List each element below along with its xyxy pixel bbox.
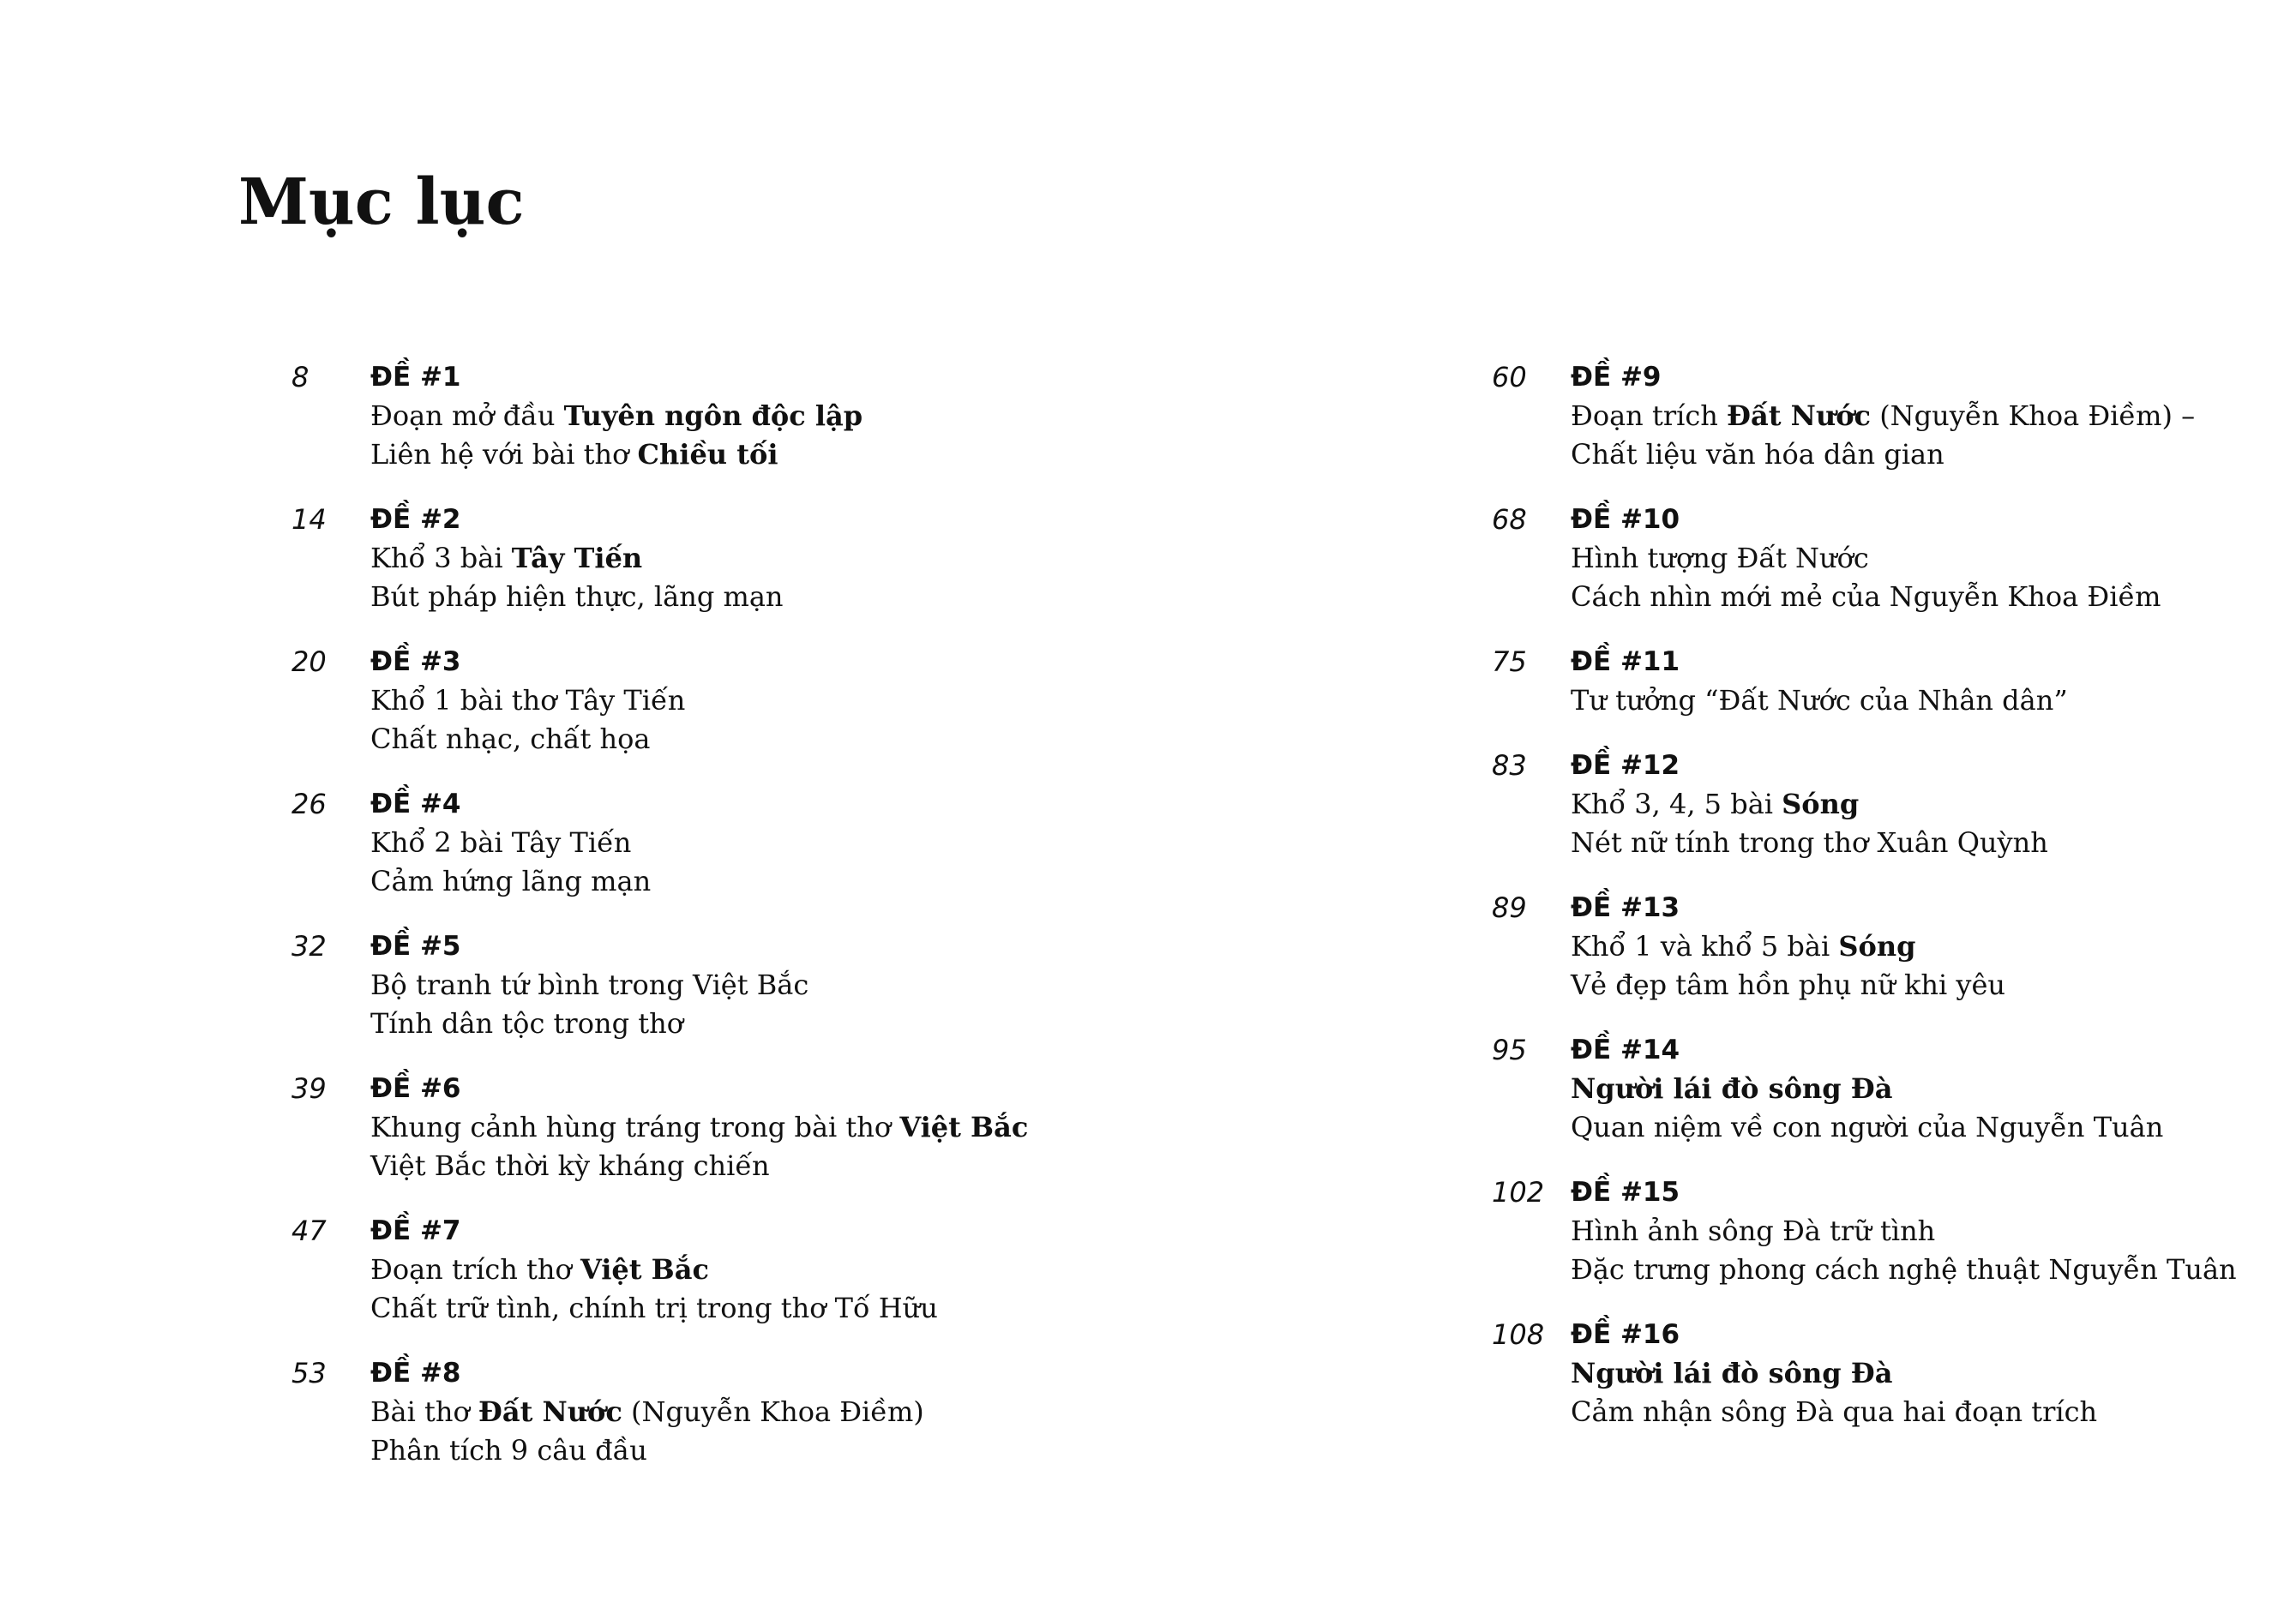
entry-text: Vẻ đẹp tâm hồn phụ nữ khi yêu — [1571, 969, 2006, 1001]
entry-line — [1571, 539, 2161, 578]
entry-text: Việt Bắc thời kỳ kháng chiến — [370, 1149, 770, 1182]
entry-text: Bài thơ — [370, 1395, 478, 1428]
entry-label: ĐỀ #2 — [370, 504, 461, 535]
entry-text: Quan niệm về con người của Nguyễn Tuân — [1571, 1111, 2164, 1143]
entry-text-bold: Người lái đò sông Đà — [1571, 1072, 1893, 1105]
entry-text: Cảm nhận sông Đà qua hai đoạn trích — [1571, 1395, 2098, 1428]
entry-text: Tư tưởng “Đất Nước của Nhân dân” — [1571, 684, 2068, 717]
entry-text: Bút pháp hiện thực, lãng mạn — [370, 580, 784, 613]
toc-entry — [292, 1212, 1320, 1354]
entry-line — [370, 1431, 924, 1470]
entry-body — [1571, 643, 2068, 747]
toc-entry — [292, 927, 1320, 1070]
entry-line — [370, 578, 784, 616]
entry-body — [1571, 358, 2195, 501]
toc-entry — [1492, 501, 2296, 643]
toc-column-right — [1492, 358, 2296, 1458]
entry-text: Hình ảnh sông Đà trữ tình — [1571, 1215, 1936, 1247]
entry-label: ĐỀ #10 — [1571, 504, 1680, 535]
page-number: 60 — [1492, 361, 1527, 393]
entry-line — [1571, 1108, 2163, 1147]
entry-label: ĐỀ #5 — [370, 931, 461, 962]
entry-text: Chất trữ tình, chính trị trong thơ Tố Hữu — [370, 1292, 938, 1324]
entry-text: Đặc trưng phong cách nghệ thuật Nguyễn Tuân — [1571, 1253, 2237, 1286]
entry-text: Đoạn mở đầu — [370, 399, 564, 432]
entry-text: Bộ tranh tứ bình trong Việt Bắc — [370, 969, 809, 1001]
entry-label: ĐỀ #14 — [1571, 1035, 1680, 1065]
entry-text: Khung cảnh hùng tráng trong bài thơ — [370, 1111, 900, 1143]
toc-entry — [1492, 358, 2296, 501]
entry-line — [370, 681, 685, 720]
page-number: 47 — [292, 1215, 327, 1247]
entry-line — [1571, 824, 2048, 862]
entry-body — [370, 1070, 1028, 1212]
entry-text: Cảm hứng lãng mạn — [370, 865, 652, 897]
entry-text: Khổ 3 bài — [370, 542, 512, 574]
entry-body — [1571, 501, 2161, 643]
entry-text-bold: Tây Tiến — [511, 542, 643, 574]
entry-text: Nét nữ tính trong thơ Xuân Quỳnh — [1571, 826, 2048, 859]
entry-label: ĐỀ #3 — [370, 646, 461, 677]
entry-line — [1571, 397, 2195, 435]
entry-text: Cách nhìn mới mẻ của Nguyễn Khoa Điềm — [1571, 580, 2161, 613]
entry-line — [370, 1393, 924, 1431]
toc-entry — [1492, 889, 2296, 1031]
entry-text-bold: Việt Bắc — [899, 1111, 1029, 1143]
entry-label: ĐỀ #12 — [1571, 750, 1680, 781]
entry-body — [370, 358, 863, 501]
page-number: 8 — [292, 361, 310, 393]
entry-text: Khổ 1 bài thơ Tây Tiến — [370, 684, 686, 717]
entry-body — [370, 643, 685, 785]
entry-line — [370, 1289, 938, 1328]
entry-line — [1571, 435, 2195, 474]
page-number: 95 — [1492, 1034, 1527, 1066]
entry-body — [1571, 747, 2048, 889]
entry-label: ĐỀ #13 — [1571, 892, 1680, 923]
entry-line — [1571, 681, 2068, 720]
entry-line — [370, 966, 808, 1005]
entry-label: ĐỀ #4 — [370, 789, 461, 819]
entry-text: Liên hệ với bài thơ — [370, 438, 638, 471]
entry-text: Đoạn trích thơ — [370, 1253, 580, 1286]
entry-label: ĐỀ #11 — [1571, 646, 1680, 677]
entry-text: (Nguyễn Khoa Điềm) — [622, 1395, 924, 1428]
page-number: 68 — [1492, 503, 1527, 536]
entry-line — [370, 862, 651, 901]
entry-line — [1571, 1070, 2163, 1108]
entry-text: Phân tích 9 câu đầu — [370, 1434, 647, 1467]
entry-line — [1571, 1354, 2097, 1393]
entry-line — [1571, 1251, 2237, 1289]
entry-label: ĐỀ #16 — [1571, 1319, 1680, 1350]
page-number: 26 — [292, 788, 327, 820]
toc-entry — [1492, 1316, 2296, 1458]
entry-text: Khổ 2 bài Tây Tiến — [370, 826, 632, 859]
entry-text: Chất nhạc, chất họa — [370, 723, 651, 755]
entry-text: Tính dân tộc trong thơ — [370, 1007, 683, 1040]
entry-line — [1571, 785, 2048, 824]
toc-entry — [292, 643, 1320, 785]
entry-body — [370, 1354, 924, 1497]
page-number: 108 — [1492, 1318, 1545, 1351]
entry-label: ĐỀ #7 — [370, 1215, 461, 1246]
entry-line — [370, 1251, 938, 1289]
entry-line — [1571, 927, 2005, 966]
entry-line — [370, 397, 863, 435]
entry-text-bold: Việt Bắc — [580, 1253, 709, 1286]
page-number: 20 — [292, 645, 327, 678]
entry-text-bold: Chiều tối — [637, 438, 778, 471]
toc-entry — [292, 501, 1320, 643]
entry-line — [370, 1005, 808, 1043]
page-number: 14 — [292, 503, 327, 536]
entry-text: Đoạn trích — [1571, 399, 1728, 432]
entry-body — [1571, 1031, 2163, 1173]
entry-label: ĐỀ #1 — [370, 362, 461, 393]
toc-entry — [1492, 747, 2296, 889]
toc-column-left — [292, 358, 1320, 1497]
page-number: 83 — [1492, 749, 1527, 782]
entry-text-bold: Sóng — [1838, 930, 1916, 963]
page-number: 32 — [292, 930, 327, 963]
entry-body — [370, 785, 651, 927]
toc-entry — [1492, 1031, 2296, 1173]
entry-line — [370, 720, 685, 759]
entry-text: Khổ 1 và khổ 5 bài — [1571, 930, 1839, 963]
entry-text-bold: Người lái đò sông Đà — [1571, 1357, 1893, 1389]
entry-line — [370, 824, 651, 862]
entry-body — [1571, 889, 2005, 1031]
entry-label: ĐỀ #8 — [370, 1358, 461, 1389]
entry-line — [370, 1108, 1028, 1147]
entry-line — [370, 435, 863, 474]
toc-entry — [292, 1354, 1320, 1497]
entry-body — [1571, 1173, 2237, 1316]
entry-body — [370, 1212, 938, 1354]
page-number: 39 — [292, 1072, 327, 1105]
entry-body — [370, 501, 784, 643]
entry-text-bold: Sóng — [1782, 788, 1860, 820]
entry-text-bold: Đất Nước — [478, 1395, 622, 1428]
entry-line — [1571, 1393, 2097, 1431]
entry-label: ĐỀ #6 — [370, 1073, 461, 1104]
entry-label: ĐỀ #15 — [1571, 1177, 1680, 1208]
toc-entry — [292, 785, 1320, 927]
entry-body — [1571, 1316, 2097, 1458]
entry-text: Chất liệu văn hóa dân gian — [1571, 438, 1944, 471]
entry-text: Khổ 3, 4, 5 bài — [1571, 788, 1782, 820]
page-number: 89 — [1492, 891, 1527, 924]
entry-text: Hình tượng Đất Nước — [1571, 542, 1869, 574]
entry-line — [370, 1147, 1028, 1185]
toc-entry — [292, 1070, 1320, 1212]
entry-text-bold: Tuyên ngôn độc lập — [563, 399, 863, 432]
entry-body — [370, 927, 808, 1070]
entry-label: ĐỀ #9 — [1571, 362, 1662, 393]
toc-entry — [1492, 643, 2296, 747]
entry-line — [1571, 966, 2005, 1005]
toc-entry — [292, 358, 1320, 501]
entry-line — [370, 539, 784, 578]
entry-text-bold: Đất Nước — [1727, 399, 1872, 432]
page-number: 53 — [292, 1357, 327, 1389]
page-number: 102 — [1492, 1176, 1545, 1209]
toc-entry — [1492, 1173, 2296, 1316]
entry-line — [1571, 578, 2161, 616]
page-number: 75 — [1492, 645, 1527, 678]
entry-text: (Nguyễn Khoa Điềm) – — [1871, 399, 2196, 432]
page-title: Mục lục — [238, 165, 525, 239]
entry-line — [1571, 1212, 2237, 1251]
